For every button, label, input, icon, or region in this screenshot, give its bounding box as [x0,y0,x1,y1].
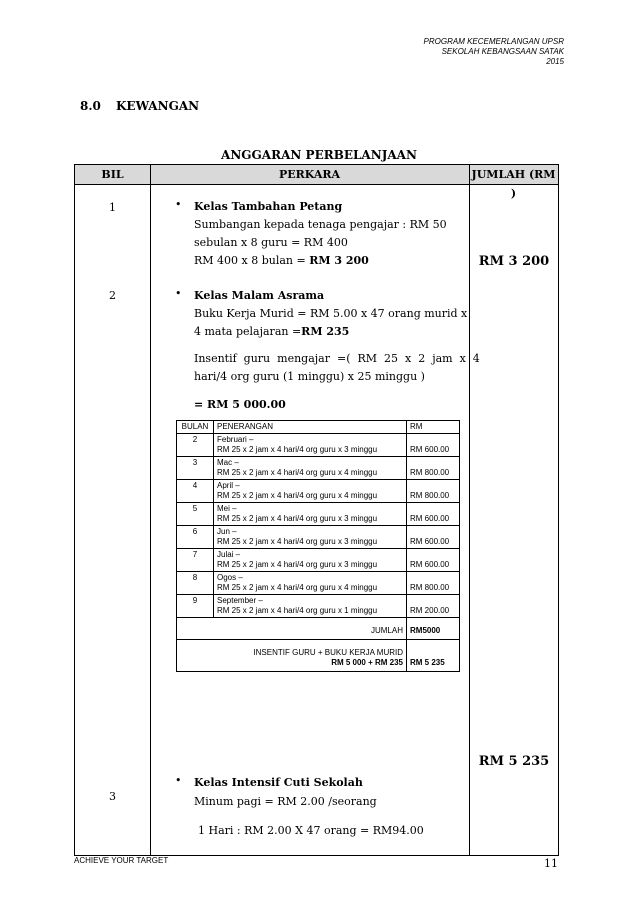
footer-text: ACHIEVE YOUR TARGET [74,856,169,865]
item-2-insentif-2: hari/4 org guru (1 minggu) x 25 minggu ) [194,370,425,383]
row-month: Jun – [217,527,237,536]
col-perkara-header: PERKARA [278,168,341,181]
item-1-heading: Kelas Tambahan Petang [194,200,343,213]
row-rm [407,434,460,457]
header-line-3: 2015 [546,57,564,66]
row-desc: RM 25 x 2 jam x 4 hari/4 org guru x 3 minggu [217,514,378,523]
row-penerangan [214,503,407,526]
row-rm [407,572,460,595]
jumlah-row [177,618,460,640]
inner-header-bulan: BULAN [177,421,214,434]
row-rm-value: RM 800.00 [410,468,450,477]
row-desc: RM 25 x 2 jam x 4 hari/4 org guru x 3 minggu [217,560,378,569]
row-month: Ogos – [217,573,243,582]
table-row [177,572,460,595]
row-penerangan [214,595,407,618]
row-penerangan [214,434,407,457]
summary-line-2: RM 5 000 + RM 235 [331,658,403,667]
bullet-icon: • [175,774,182,787]
row-rm [407,503,460,526]
item-2-line-1: Buku Kerja Murid = RM 5.00 x 47 orang murid x [194,307,468,320]
table-row [177,457,460,480]
row-rm-value: RM 600.00 [410,537,450,546]
table-row [177,549,460,572]
row-rm-value: RM 600.00 [410,445,450,454]
row-month: Julai – [217,550,241,559]
row-penerangan [214,457,407,480]
column-divider [469,165,470,855]
summary-line-1: INSENTIF GURU + BUKU KERJA MURID [253,648,403,657]
bullet-icon: • [175,287,182,300]
item-1-calc-result: RM 3 200 [309,254,369,267]
table-row [177,434,460,457]
row-desc: RM 25 x 2 jam x 4 hari/4 org guru x 4 minggu [217,583,378,592]
item-1-calc [194,252,369,270]
row-desc: RM 25 x 2 jam x 4 hari/4 org guru x 3 minggu [217,445,378,454]
row-rm [407,457,460,480]
item-3-line-1: Minum pagi = RM 2.00 /seorang [194,795,377,808]
row-desc: RM 25 x 2 jam x 4 hari/4 org guru x 1 minggu [217,606,378,615]
page-number: 11 [544,857,558,870]
inner-table-header [177,421,460,434]
jumlah-label: JUMLAH [177,618,407,640]
table-row [177,503,460,526]
row-bulan: 5 [177,503,214,526]
row-penerangan [214,572,407,595]
item-2-total-line: = RM 5 000.00 [194,398,286,411]
row-rm [407,549,460,572]
section-title: KEWANGAN [116,99,200,113]
row-bulan: 3 [177,457,214,480]
jumlah-value: RM5000 [407,618,460,640]
table-row [177,595,460,618]
row-penerangan [214,526,407,549]
item-2-line-2-prefix: 4 mata pelajaran = [194,325,302,338]
row-month: Mei – [217,504,237,513]
item-2-bil: 2 [109,289,116,302]
row-month: April – [217,481,240,490]
row-rm-value: RM 200.00 [410,606,450,615]
item-1-line-1: Sumbangan kepada tenaga pengajar : RM 50 [194,218,447,231]
row-month: Februari – [217,435,254,444]
row-desc: RM 25 x 2 jam x 4 hari/4 org guru x 4 minggu [217,468,378,477]
row-rm [407,595,460,618]
section-heading [80,99,199,113]
budget-table-header [75,165,558,200]
item-2-line-2-result: RM 235 [301,325,350,338]
header-line-1: PROGRAM KECEMERLANGAN UPSR [423,37,564,46]
item-1-calc-prefix: RM 400 x 8 bulan = [194,254,310,267]
row-bulan: 6 [177,526,214,549]
item-1-jumlah: RM 3 200 [478,254,550,269]
header-line-2: SEKOLAH KEBANGSAAN SATAK [441,47,564,56]
row-bulan: 7 [177,549,214,572]
row-month: Mac – [217,458,239,467]
row-penerangan [214,549,407,572]
table-row [177,480,460,503]
summary-row [177,640,460,672]
inner-header-penerangan: PENERANGAN [214,421,407,434]
row-bulan: 4 [177,480,214,503]
running-header [424,37,564,67]
column-divider [150,165,151,855]
summary-label [177,640,407,672]
item-3-line-2: 1 Hari : RM 2.00 X 47 orang = RM94.00 [198,824,424,837]
row-rm-value: RM 800.00 [410,491,450,500]
row-bulan: 2 [177,434,214,457]
item-1-bil: 1 [109,201,116,214]
row-rm [407,526,460,549]
monthly-incentive-table [176,420,460,672]
row-rm-value: RM 600.00 [410,514,450,523]
row-desc: RM 25 x 2 jam x 4 hari/4 org guru x 4 minggu [217,491,378,500]
row-rm-value: RM 800.00 [410,583,450,592]
item-1-line-2: sebulan x 8 guru = RM 400 [194,236,348,249]
item-2-jumlah: RM 5 235 [478,754,550,769]
row-penerangan [214,480,407,503]
bullet-icon: • [175,198,182,211]
row-month: September – [217,596,263,605]
section-number: 8.0 [80,99,101,113]
row-rm [407,480,460,503]
item-3-bil: 3 [109,790,116,803]
summary-value: RM 5 235 [407,640,460,672]
col-bil-header: BIL [101,168,124,181]
table-title: ANGGARAN PERBELANJAAN [221,148,417,162]
row-rm-value: RM 600.00 [410,560,450,569]
table-row [177,526,460,549]
row-desc: RM 25 x 2 jam x 4 hari/4 org guru x 3 minggu [217,537,378,546]
item-2-insentif-1: Insentif guru mengajar =( RM 25 x 2 jam x 4 [194,352,480,365]
item-3-heading: Kelas Intensif Cuti Sekolah [194,776,363,789]
item-2-heading: Kelas Malam Asrama [194,289,325,302]
item-2-line-2 [194,323,349,341]
row-bulan: 8 [177,572,214,595]
inner-header-rm: RM [407,421,460,434]
row-bulan: 9 [177,595,214,618]
col-jumlah-header: JUMLAH (RM ) [471,168,556,200]
